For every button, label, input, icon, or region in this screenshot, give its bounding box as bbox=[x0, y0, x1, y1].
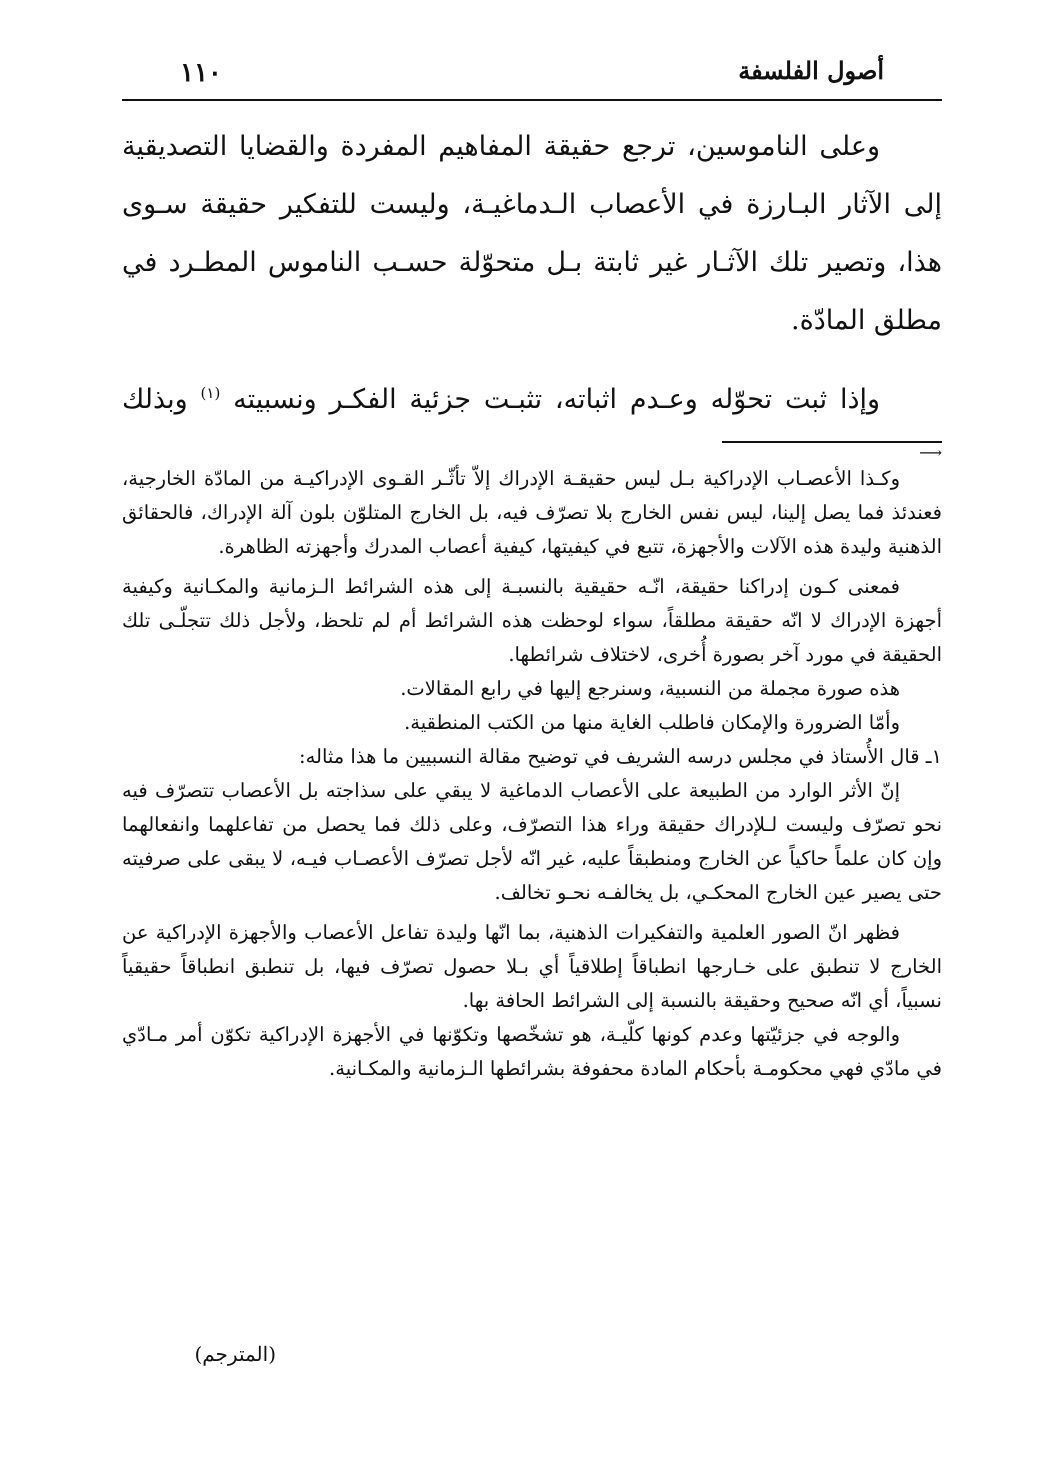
footnotes bbox=[122, 462, 942, 1086]
footnote-reference: (١) bbox=[200, 384, 221, 402]
main-body bbox=[122, 118, 942, 429]
page-header bbox=[122, 52, 942, 96]
footnote-paragraph: هذه صورة مجملة من النسبية، وسنرجع إليها في رابع المقالات. bbox=[400, 677, 900, 700]
body-paragraph-continued bbox=[122, 364, 942, 429]
footnote-rule-line bbox=[722, 441, 942, 443]
body-paragraph-tail: وبذلك bbox=[122, 384, 188, 415]
footnote-paragraph: والوجه في جزئيّتها وعدم كونها كلّيـة، هو تشخّصها وتكوّنها في الأجهزة الإدراكية تكوّن أمر مـادّي في مادّي فهي محكومـة بأحكام المادة محفوفة بشرائطها الـزمانية والمكـانية. bbox=[122, 1023, 942, 1080]
footnote-paragraph: ١ـ قال الأُستاذ في مجلس درسه الشريف في توضيح مقالة النسبيين ما هذا مثاله: bbox=[299, 745, 942, 768]
footnote-paragraph: فمعنى كـون إدراكنا حقيقة، انّـه حقيقية بالنسبـة إلى هذه الشرائط الـزمانية والمكـانية وكيفية أجهزة الإدراك لا انّه حقيقة مطلقاً، سواء لوحظت هذه الشرائط أم لم تلحظ، ولأجل ذلك تتجلّـى تلك الحقيقة في مورد آخر بصورة أُخرى، لاختلاف شرائطها. bbox=[122, 575, 942, 666]
footnote-paragraph: وكـذا الأعصـاب الإدراكية بـل ليس حقيقـة الإدراك إلاّ تأثّـر القـوى الإدراكيـة من المادّة الخارجية، فعندئذ فما يصل إلينا، ليس نفس الخارج بلا تصرّف فيه، بل الخارج المتلوّن بلون آلة الإدراك، فالحقائق الذهنية وليدة هذه الآلات والأجهزة، تتبع في كيفيتها، كيفية أعصاب المدرك وأجهزته الظاهرة. bbox=[122, 467, 942, 558]
footnote-paragraph: وأمّا الضرورة والإمكان فاطلب الغاية منها من الكتب المنطقية. bbox=[404, 711, 900, 734]
footnote-paragraph: إنّ الأثر الوارد من الطبيعة على الأعصاب الدماغية لا يبقي على سذاجته بل الأعصاب تتصرّف فيه نحو تصرّف وليست لـلإدراك حقيقة وراء هذا التصرّف، وعلى ذلك فما يحصل من تفاعلهما وانفعالهما وإن كان علماً حاكياً عن الخارج ومنطبقاً عليه، غير انّه لأجل تصرّف الأعصـاب فيـه، لا يبقى على صرفيته حتى يصير عين الخارج المحكـي، بل يخالفـه نحـو تخالف. bbox=[122, 779, 942, 904]
continuation-arrow-icon: ⟶ bbox=[919, 443, 942, 462]
page-number: ١١٠ bbox=[180, 58, 222, 88]
translator-note: (المترجم) bbox=[194, 1342, 276, 1366]
footnote-paragraph: فظهر انّ الصور العلمية والتفكيرات الذهنية، بما انّها وليدة تفاعل الأعصاب والأجهزة الإدراكية عن الخارج لا تنطبق على خـارجها انطباقاً إطلاقياً أي بـلا حصول تصرّف فيها، بل تنطبق انطباقاً حقيقياً نسبياً، أي انّه صحيح وحقيقة بالنسبة إلى الشرائط الحافة بها. bbox=[122, 921, 942, 1012]
body-paragraph-text: وإذا ثبت تحوّله وعـدم اثباته، تثبـت جزئية الفكـر ونسبيته bbox=[233, 384, 881, 415]
footnote-separator bbox=[122, 441, 942, 461]
body-paragraph: وعلى الناموسين، ترجع حقيقة المفاهيم المفردة والقضايا التصديقية إلى الآثار البـارزة في الأعصاب الـدماغيـة، وليست للتفكير حقيقة سـوى هذا، وتصير تلك الآثـار غير ثابتة بـل متحوّلة حسـب الناموس المطـرد في مطلق المادّة. bbox=[122, 131, 942, 336]
running-title: أصول الفلسفة bbox=[738, 56, 884, 85]
header-rule bbox=[122, 99, 942, 101]
